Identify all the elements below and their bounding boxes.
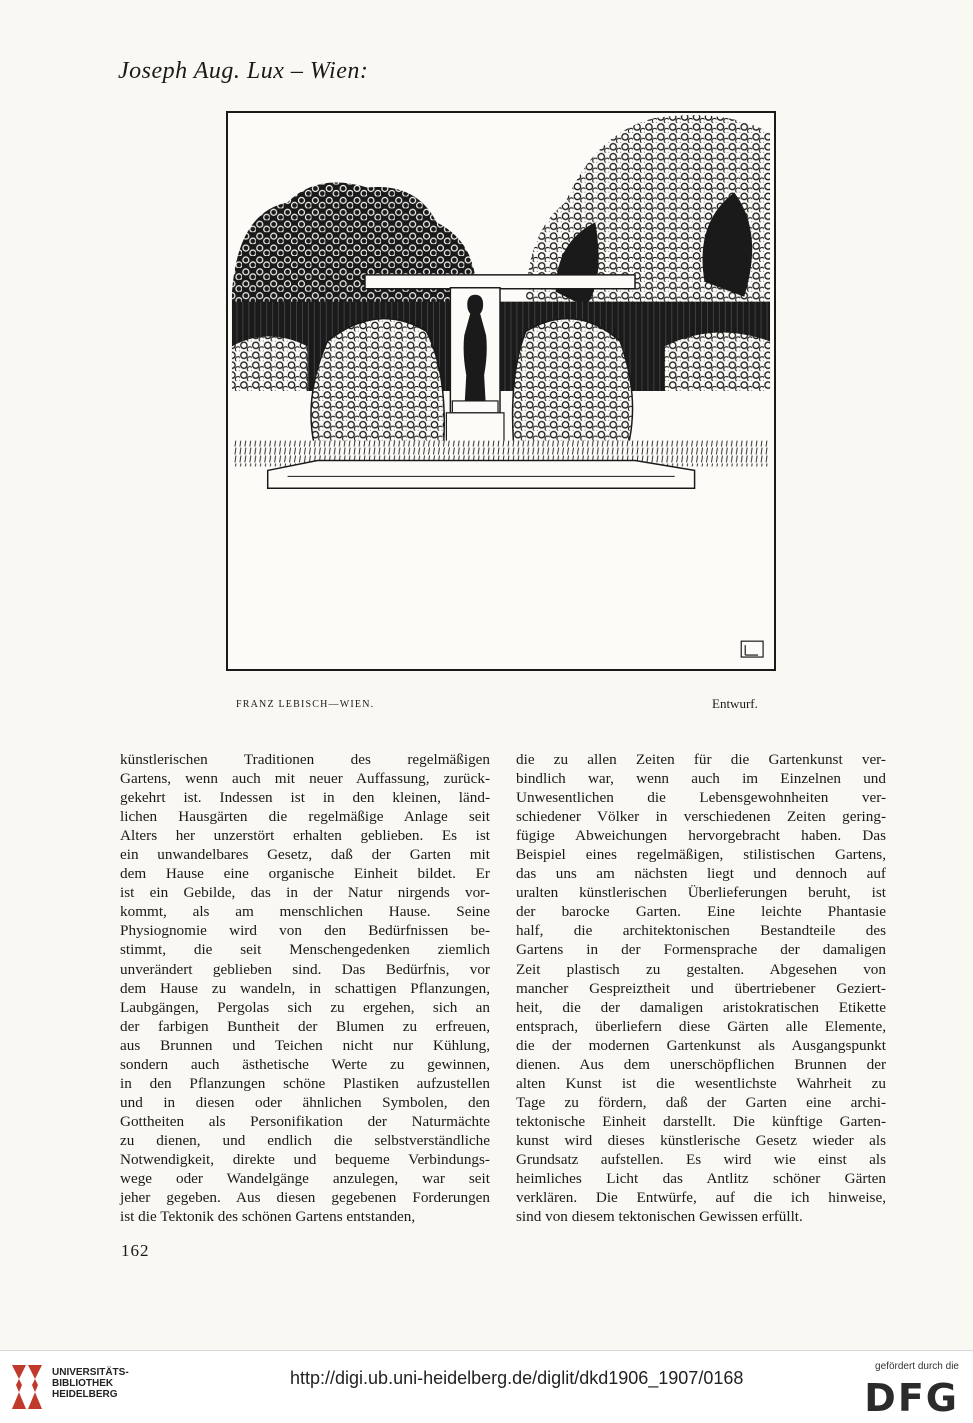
- text-line: bindlich war, wenn auch im Einzelnen und: [516, 770, 886, 788]
- text-line: künstlerischen Traditionen des regelmäßigen: [120, 751, 490, 768]
- text-line: aus Brunnen und Teichen nicht nur Kühlung,: [120, 1036, 490, 1054]
- library-line: BIBLIOTHEK: [52, 1378, 114, 1389]
- university-library-logo: [8, 1361, 48, 1413]
- text-line: die der modernen Gartenkunst als Ausgangspunkt: [516, 1036, 886, 1054]
- text-line: der farbigen Buntheit der Blumen zu erfreuen,: [120, 1017, 490, 1035]
- text-line: wege oder Wandelgänge anzulegen, war seit: [120, 1170, 490, 1188]
- figure-caption-title: Entwurf.: [712, 696, 758, 711]
- text-line: dem Hause zu wandeln, in schattigen Pflanzungen,: [120, 979, 490, 997]
- text-line: jeher gegeben. Aus diesen gegebenen Forderungen: [120, 1189, 490, 1207]
- text-line: unverändert geblieben sind. Das Bedürfnis, vor: [120, 960, 490, 978]
- text-line: Laubgängen, Pergolas sich zu ergehen, sich an: [120, 998, 490, 1016]
- text-line: Beispiel eines regelmäßigen, stilistischen Gartens,: [516, 846, 886, 864]
- text-column-left: [120, 750, 490, 1226]
- text-line: ist die Tektonik des schönen Gartens entstanden,: [120, 1208, 416, 1226]
- text-line: sind von diesem tektonischen Gewissen erfüllt.: [516, 1208, 803, 1226]
- running-head: Joseph Aug. Lux – Wien:: [118, 58, 369, 84]
- text-line: dienen. Aus dem unerschöpflichen Brunnen der: [516, 1055, 886, 1073]
- footer-bar: [0, 1350, 973, 1423]
- text-line: Notwendigkeit, direkte und bequeme Verbindungs-: [120, 1150, 490, 1168]
- text-line: Unwesentlichen die Lebensgewohnheiten ver-: [516, 789, 886, 807]
- text-line: ist ein Gebilde, das in der Natur nirgends vor-: [120, 884, 490, 902]
- library-line: UNIVERSITÄTS-: [52, 1367, 129, 1378]
- text-line: sondern auch ästhetische Werte zu gewinnen,: [120, 1055, 490, 1073]
- text-line: Tage zu fördern, daß der Garten eine archi-: [516, 1093, 886, 1111]
- garden-illustration: [226, 111, 776, 671]
- text-line: ein unwandelbares Gesetz, daß der Garten mit: [120, 846, 490, 864]
- text-line: der barocke Garten. Eine leichte Phantasie: [516, 903, 886, 921]
- library-line: HEIDELBERG: [52, 1389, 118, 1400]
- text-line: heit, die der damaligen aristokratischen Etikette: [516, 998, 886, 1016]
- text-line: und in diesen oder ähnlichen Symbolen, den: [120, 1093, 490, 1111]
- text-line: kunst wird dieses künstlerische Gesetz wieder als: [516, 1131, 886, 1149]
- text-line: Alters her unzerstört erhalten geblieben. Es ist: [120, 827, 490, 845]
- text-line: die zu allen Zeiten für die Gartenkunst ver-: [516, 751, 886, 768]
- text-line: zu dienen, und endlich die selbstverständliche: [120, 1131, 490, 1149]
- library-name: [52, 1367, 129, 1400]
- text-line: gekehrt ist. Indessen ist in den kleinen, länd-: [120, 789, 490, 807]
- text-column-right: [516, 750, 886, 1226]
- text-line: lichen Hausgärten die regelmäßige Anlage seit: [120, 808, 490, 826]
- text-line: Gartens in der Formensprache der damaligen: [516, 941, 886, 959]
- text-line: kommt, als am menschlichen Hause. Seine: [120, 903, 490, 921]
- text-line: in den Pflanzungen schöne Plastiken aufzustellen: [120, 1074, 490, 1092]
- text-line: alten Kunst ist die wesentlichste Wahrheit zu: [516, 1074, 886, 1092]
- text-line: half, die architektonischen Bestandteile des: [516, 922, 886, 940]
- text-line: stimmt, die seit Menschengedenken ziemlich: [120, 941, 490, 959]
- text-line: schiedener Völker in verschiedenen Zeiten gering-: [516, 808, 886, 826]
- text-line: Physiognomie wird von den Bedürfnissen be-: [120, 922, 490, 940]
- text-line: uralten künstlerischen Überlieferungen beruht, ist: [516, 884, 886, 902]
- text-line: verklären. Die Entwürfe, auf die ich hinweise,: [516, 1189, 886, 1207]
- dfg-logo: DFG: [864, 1376, 959, 1420]
- text-line: Grundsatz aufstellen. Es wird wie einst als: [516, 1150, 886, 1168]
- text-line: fügige Abweichungen hervorgebracht haben. Das: [516, 827, 886, 845]
- funding-note: gefördert durch die: [875, 1361, 959, 1372]
- figure-caption-artist: FRANZ LEBISCH—WIEN.: [236, 699, 375, 710]
- text-line: entsprach, überliefern diese Gärten alle Elemente,: [516, 1017, 886, 1035]
- text-line: dem Hause eine organische Einheit bildet. Er: [120, 865, 490, 883]
- text-line: Gartens, wenn auch mit neuer Auffassung, zurück-: [120, 770, 490, 788]
- text-line: heimliches Licht das Antlitz schöner Gärten: [516, 1170, 886, 1188]
- text-line: mancher Gespreiztheit und übertriebener Geziert-: [516, 979, 886, 997]
- text-line: tektonische Einheit darstellt. Die künftige Garten-: [516, 1112, 886, 1130]
- page-number: 162: [121, 1241, 150, 1260]
- permalink-url[interactable]: http://digi.ub.uni-heidelberg.de/diglit/dkd1906_1907/0168: [290, 1368, 744, 1388]
- text-line: das uns am nächsten liegt und dennoch auf: [516, 865, 886, 883]
- text-line: Gottheiten als Personifikation der Naturmächte: [120, 1112, 490, 1130]
- text-line: Zeit plastisch zu gestalten. Abgesehen von: [516, 960, 886, 978]
